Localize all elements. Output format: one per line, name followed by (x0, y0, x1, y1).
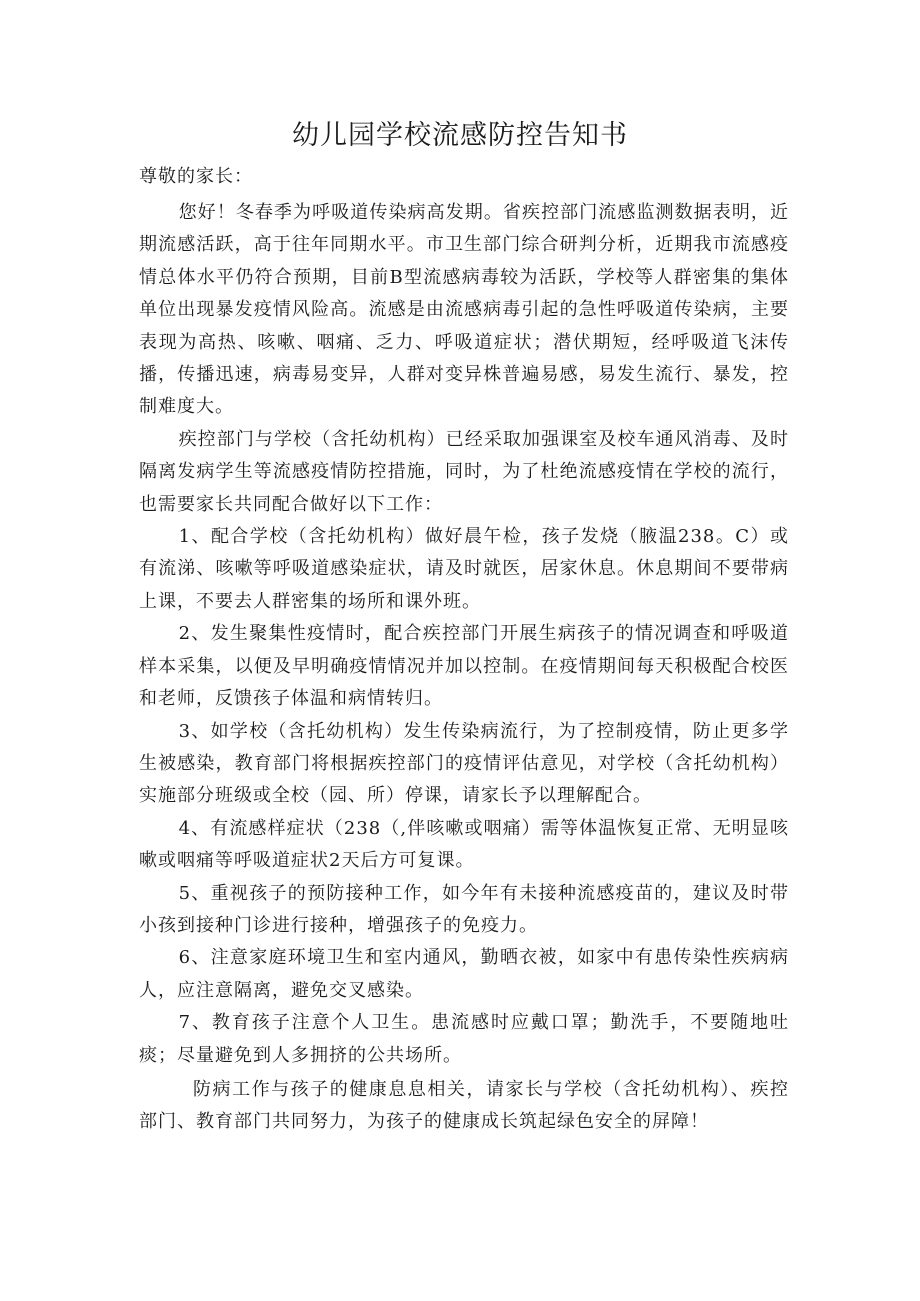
greeting: 尊敬的家长： (139, 166, 253, 187)
list-item-3: 3、如学校（含托幼机构）发生传染病流行，为了控制疫情，防止更多学生被感染，教育部门将根据疾控部门的疫情评估意见，对学校（含托幼机构）实施部分班级或全校（园、所）停课，请家长予以理解配合。 (139, 720, 789, 807)
closing-paragraph: 防病工作与孩子的健康息息相关，请家长与学校（含托幼机构）、疾控部门、教育部门共同努力，为孩子的健康成长筑起绿色安全的屏障！ (139, 1078, 789, 1133)
list-item-5: 5、重视孩子的预防接种工作，如今年有未接种流感疫苗的，建议及时带小孩到接种门诊进行接种，增强孩子的免疫力。 (139, 882, 789, 936)
paragraph-intro: 您好！冬春季为呼吸道传染病高发期。省疾控部门流感监测数据表明，近期流感活跃，高于往年同期水平。市卫生部门综合研判分析，近期我市流感疫情总体水平仍符合预期，目前B型流感病毒较为活跃，学校等人群密集的集体单位出现暴发疫情风险高。流感是由流感病毒引起的急性呼吸道传染病，主要表现为高热、咳嗽、咽痛、乏力、呼吸道症状；潜伏期短，经呼吸道飞沫传播，传播迅速，病毒易变异，人群对变异株普遍易感，易发生流行、暴发，控制难度大。 (139, 202, 789, 418)
list-item-7: 7、教育孩子注意个人卫生。患流感时应戴口罩；勤洗手，不要随地吐痰；尽量避免到人多拥挤的公共场所。 (139, 1012, 789, 1066)
list-item-1: 1、配合学校（含托幼机构）做好晨午检，孩子发烧（腋温238。C）或有流涕、咳嗽等呼吸道感染症状，请及时就医，居家休息。休息期间不要带病上课，不要去人群密集的场所和课外班。 (139, 526, 789, 612)
list-item-6: 6、注意家庭环境卫生和室内通风，勤晒衣被，如家中有患传染性疾病病人，应注意隔离，避免交叉感染。 (139, 947, 789, 1001)
document-title: 幼儿园学校流感防控告知书 (292, 120, 628, 151)
paragraph-measures: 疾控部门与学校（含托幼机构）已经采取加强课室及校车通风消毒、及时隔离发病学生等流感疫情防控措施，同时，为了杜绝流感疫情在学校的流行，也需要家长共同配合做好以下工作： (139, 428, 789, 515)
list-item-4: 4、有流感样症状（238（,伴咳嗽或咽痛）需等体温恢复正常、无明显咳嗽或咽痛等呼吸道症状2天后方可复课。 (139, 817, 789, 872)
list-item-2: 2、发生聚集性疫情时，配合疾控部门开展生病孩子的情况调查和呼吸道样本采集，以便及早明确疫情情况并加以控制。在疫情期间每天积极配合校医和老师，反馈孩子体温和病情转归。 (139, 623, 789, 710)
document-body (139, 197, 789, 1139)
